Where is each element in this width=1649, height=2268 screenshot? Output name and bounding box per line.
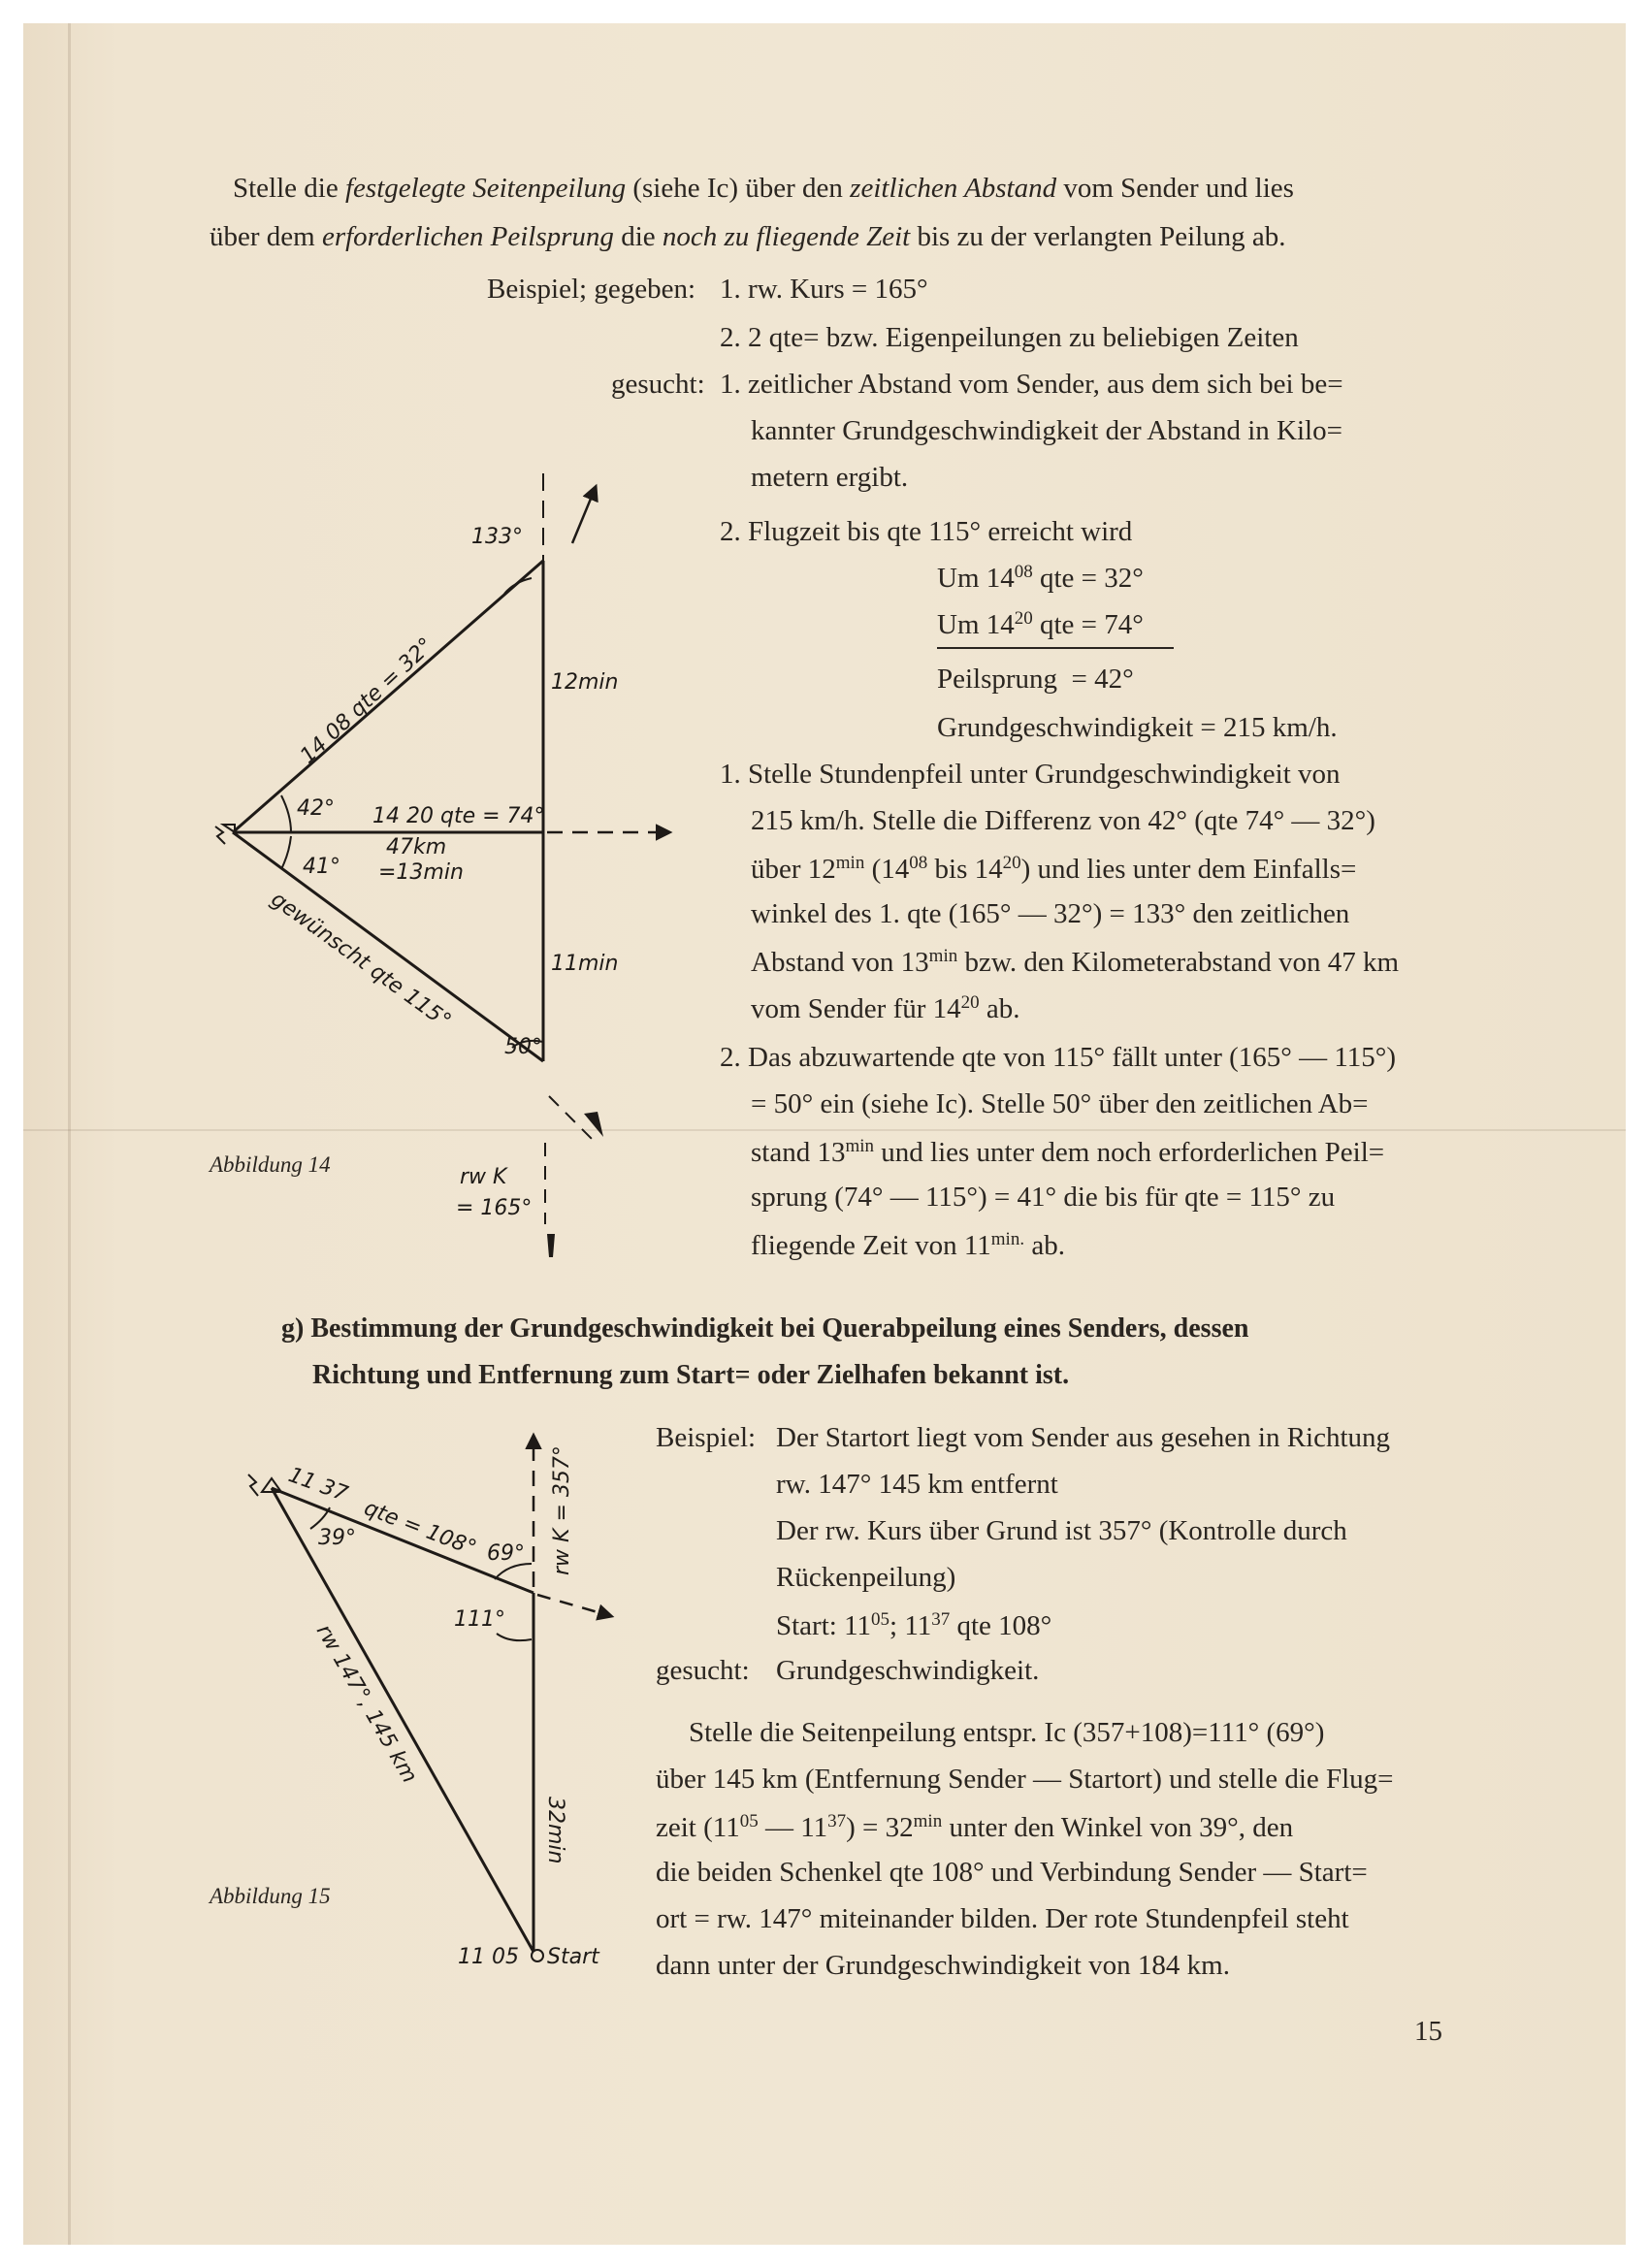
steps2-line-5: ort = rw. 147° miteinander bilden. Der rote Stundenpfeil steht <box>656 1903 1349 1934</box>
fig15-label-rwk357: rw K = 357° <box>550 1445 574 1575</box>
fig14-arc-41 <box>281 836 291 869</box>
step2-line-4: sprung (74° — 115°) = 41° die bis für qte = 115° zu <box>751 1182 1336 1213</box>
figure15-diagram <box>248 1436 611 1969</box>
example1-given-label: Beispiel; gegeben: <box>487 274 696 305</box>
calc-line-1: Um $14^{08}$ qte = 32° <box>937 562 1144 594</box>
fig14-arrow-down-icon <box>547 1234 555 1257</box>
section-g-heading-2: Richtung und Entfernung zum Start= oder Zielhafen bekannt ist. <box>312 1360 1070 1390</box>
step2-line-1: 2. Das abzuwartende qte von 115° fällt unter (165° — 115°) <box>720 1042 1397 1073</box>
steps2-line-1: Stelle die Seitenpeilung entspr. Ic (357+108)=111° (69°) <box>689 1717 1325 1748</box>
example1-sought-label: gesucht: <box>611 369 705 400</box>
fig14-label-qte32: 14 08 qte = 32° <box>296 633 438 769</box>
fig14-label-11min: 11min <box>551 952 619 976</box>
fig14-label-42: 42° <box>297 796 335 821</box>
intro-line-1: Stelle die festgelegte Seitenpeilung (siehe Ic) über den zeitlichen Abstand vom Sender und lies <box>233 173 1294 204</box>
example2-line-2: rw. 147° 145 km entfernt <box>776 1469 1058 1500</box>
steps2-line-3: zeit ($11^{05}$ — $11^{37}) = 32^{min}$ unter den Winkel von 39°, den <box>656 1811 1294 1843</box>
fig14-label-133: 133° <box>471 525 523 549</box>
fig14-label-41: 41° <box>303 855 340 879</box>
fig14-label-47km: 47km <box>386 835 447 859</box>
fig15-lightning-icon <box>248 1474 258 1496</box>
intro-line-2: über dem erforderlichen Peilsprung die noch zu fliegende Zeit bis zu der verlangten Peilung ab. <box>210 221 1286 252</box>
fig14-dash-diag <box>549 1096 594 1141</box>
fig15-label-69: 69° <box>487 1541 525 1566</box>
example2-line-4: Rückenpeilung) <box>776 1562 956 1593</box>
fig14-label-qte74: 14 20 qte = 74° <box>372 804 545 828</box>
example1-sought-1b: kannter Grundgeschwindigkeit der Abstand in Kilo= <box>751 415 1342 446</box>
step2-line-2: = 50° ein (siehe Ic). Stelle 50° über den zeitlichen Ab= <box>751 1088 1369 1119</box>
fig15-arc-69 <box>495 1564 532 1579</box>
fig14-label-rwk: rw K <box>460 1165 507 1189</box>
example2-sought: Grundgeschwindigkeit. <box>776 1655 1040 1686</box>
step2-line-3: stand $13^{min}$ und lies unter dem noch erforderlichen Peil= <box>751 1136 1385 1168</box>
example2-line-5: Start: $11^{05}$; $11^{37}$ qte 108° <box>776 1609 1052 1641</box>
fig14-sender-icon <box>223 825 235 832</box>
example2-line-3: Der rw. Kurs über Grund ist 357° (Kontrolle durch <box>776 1515 1347 1546</box>
figure15-caption: Abbildung 15 <box>210 1884 331 1908</box>
fig15-start-point-icon <box>532 1950 543 1961</box>
example2-line-1: Der Startort liegt vom Sender aus gesehen in Richtung <box>776 1422 1391 1453</box>
fig15-arc-111 <box>497 1634 532 1640</box>
fig14-arc-42 <box>281 795 291 832</box>
steps2-line-4: die beiden Schenkel qte 108° und Verbindung Sender — Start= <box>656 1857 1368 1888</box>
fig15-line-qte108 <box>272 1488 534 1593</box>
fig14-label-gewuenscht: gewünscht qte 115° <box>266 887 456 1034</box>
step1-line-3: über $12^{min}$ ($14^{08}$ bis $14^{20}$) und lies unter dem Einfalls= <box>751 853 1357 885</box>
steps2-line-2: über 145 km (Entfernung Sender — Startort) und stelle die Flug= <box>656 1764 1394 1795</box>
fig14-label-rwk165: = 165° <box>456 1196 533 1220</box>
step1-line-1: 1. Stelle Stundenpfeil unter Grundgeschwindigkeit von <box>720 759 1341 790</box>
fig15-arrow-right <box>537 1595 611 1616</box>
fig15-label-qte108: qte = 108° <box>360 1496 480 1562</box>
fig14-label-12min: 12min <box>551 670 619 695</box>
example2-label: Beispiel: <box>656 1422 757 1453</box>
calc-line-4: Grundgeschwindigkeit = 215 km/h. <box>937 712 1338 743</box>
steps2-line-6: dann unter der Grundgeschwindigkeit von 184 km. <box>656 1950 1230 1981</box>
step1-line-4: winkel des 1. qte (165° — 32°) = 133° den zeitlichen <box>751 898 1350 929</box>
page-number: 15 <box>1414 2016 1442 2047</box>
example2-sought-label: gesucht: <box>656 1655 750 1686</box>
fig15-label-32min: 32min <box>543 1797 567 1864</box>
figure14-caption: Abbildung 14 <box>210 1152 331 1177</box>
example1-given-1: 1. rw. Kurs = 165° <box>720 274 928 305</box>
step1-line-5: Abstand von $13^{min}$ bzw. den Kilometerabstand von 47 km <box>751 946 1400 978</box>
fig14-arrow-ne <box>572 487 596 543</box>
fig15-label-rw147: rw 147°, 145 km <box>310 1620 422 1788</box>
calc-line-3: Peilsprung = 42° <box>937 664 1134 695</box>
figure14-diagram <box>215 473 669 1257</box>
fig15-label-1105: 11 05 <box>458 1945 519 1969</box>
fig14-label-50: 50° <box>504 1035 542 1059</box>
fig15-label-start: Start <box>547 1945 599 1969</box>
example1-sought-1c: metern ergibt. <box>751 462 909 493</box>
fig15-label-1137: 11 37 <box>284 1463 351 1507</box>
fig15-label-39: 39° <box>318 1526 356 1550</box>
calc-line-2: Um $14^{20}$ qte = 74° <box>937 608 1144 640</box>
step1-line-6: vom Sender für $14^{20}$ ab. <box>751 992 1020 1024</box>
example1-sought-2: 2. Flugzeit bis qte 115° erreicht wird <box>720 516 1133 547</box>
section-g-heading-1: g) Bestimmung der Grundgeschwindigkeit bei Querabpeilung eines Senders, dessen <box>281 1313 1249 1344</box>
step2-line-5: fliegende Zeit von $11^{min.}$ ab. <box>751 1229 1065 1261</box>
fig14-lightning-icon <box>215 826 225 844</box>
step1-line-2: 215 km/h. Stelle die Differenz von 42° (qte 74° — 32°) <box>751 805 1375 836</box>
fig14-label-13min: =13min <box>378 860 464 885</box>
fig15-label-111: 111° <box>454 1607 505 1632</box>
example1-sought-1a: 1. zeitlicher Abstand vom Sender, aus dem sich bei be= <box>720 369 1343 400</box>
example1-given-2: 2. 2 qte= bzw. Eigenpeilungen zu beliebigen Zeiten <box>720 322 1299 353</box>
